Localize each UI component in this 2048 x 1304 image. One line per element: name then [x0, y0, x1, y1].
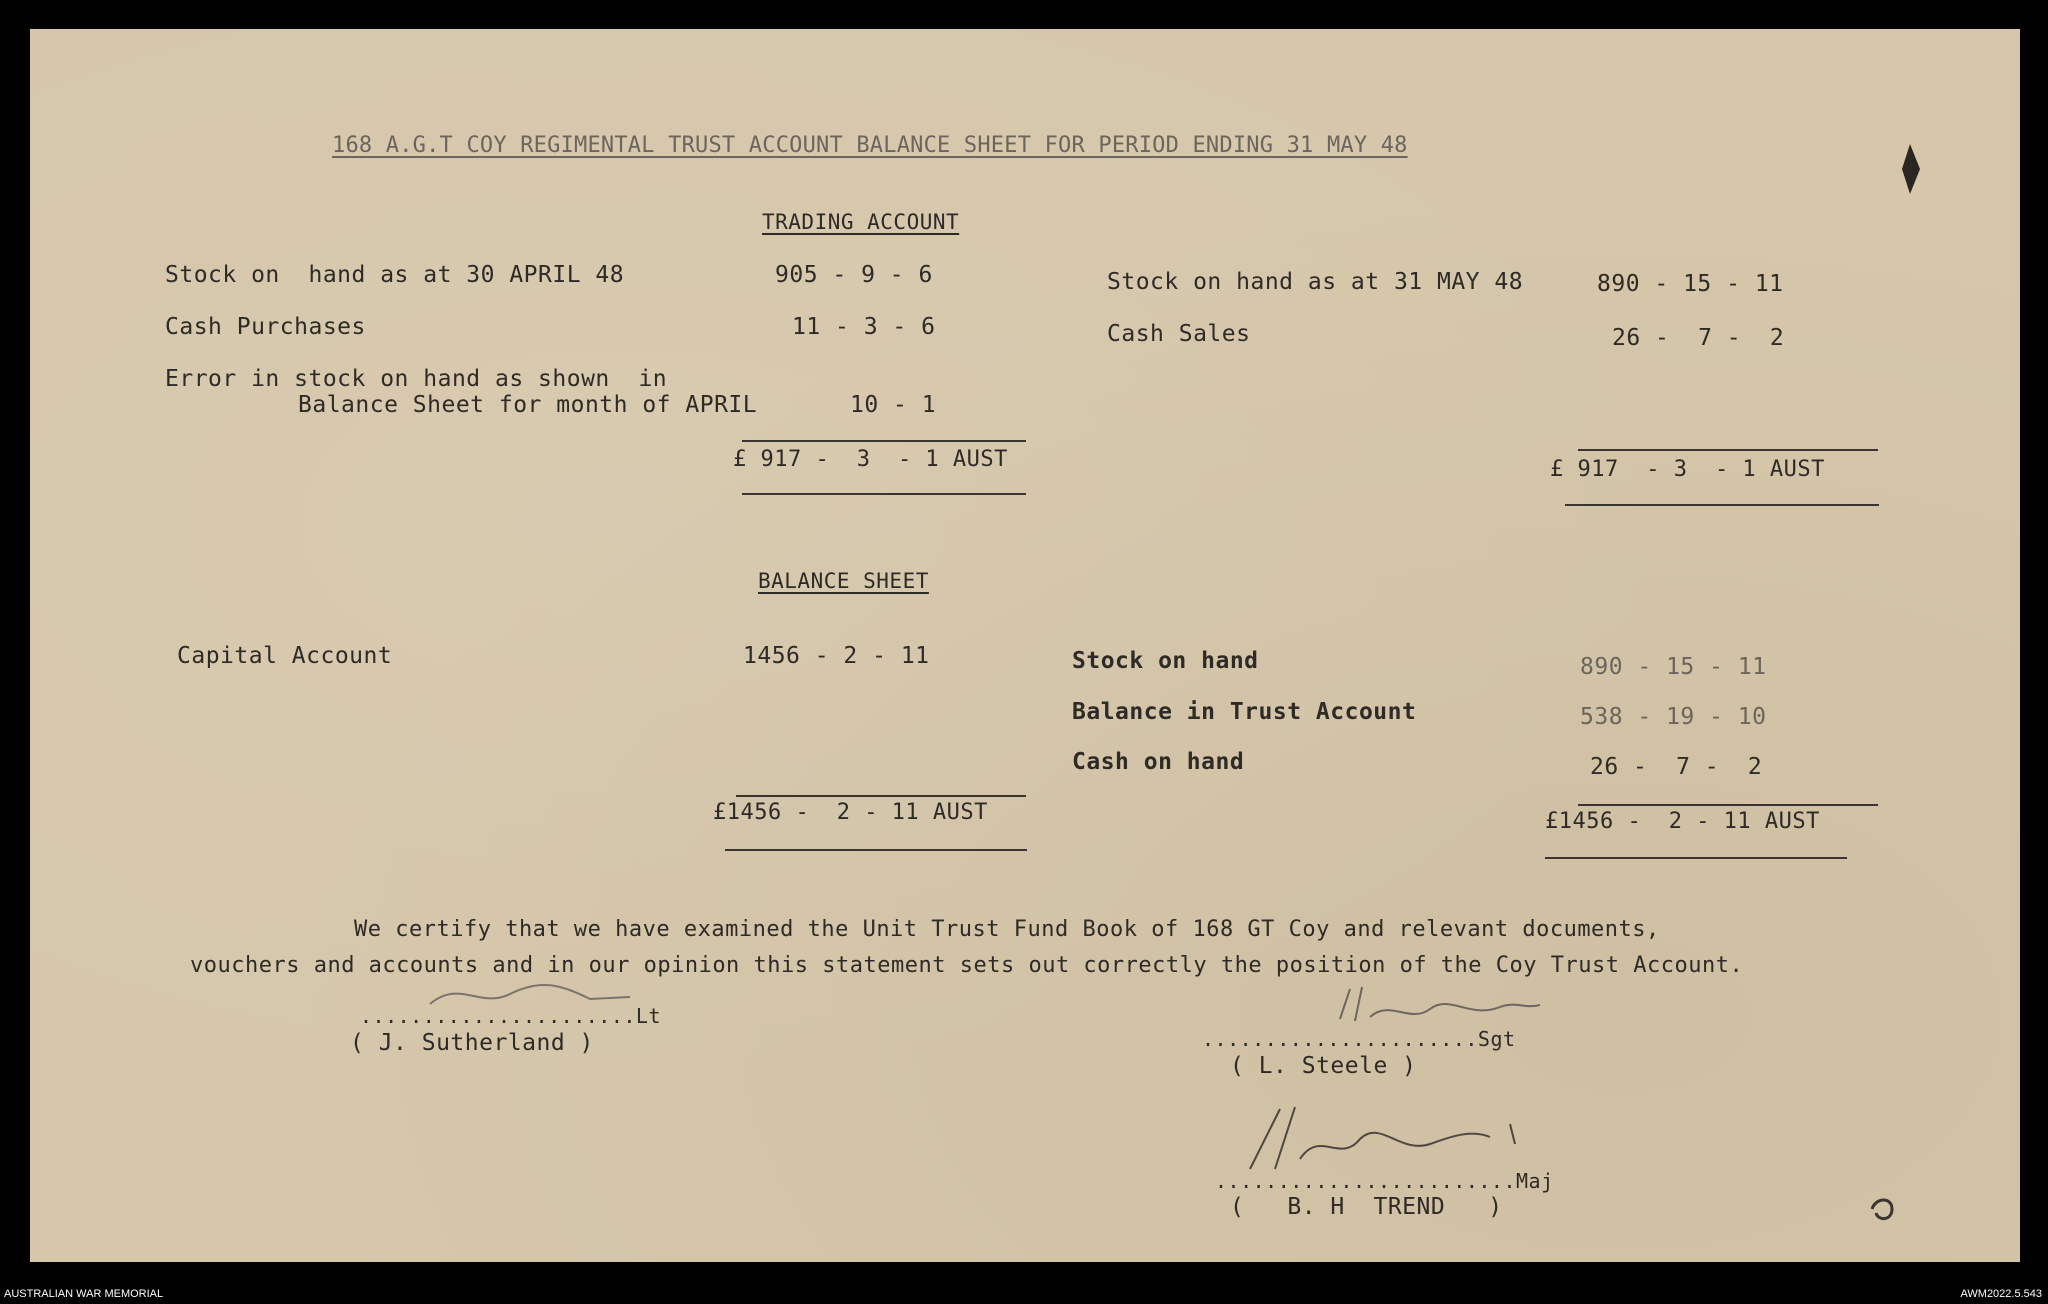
footer-accession: AWM2022.5.543: [1960, 1288, 2042, 1300]
trading-right-total-top-rule: [1578, 449, 1878, 451]
trading-right-total: £ 917 - 3 - 1 AUST: [1550, 457, 1825, 482]
balance-right-total-top-rule: [1578, 804, 1878, 806]
balance-sheet-heading: BALANCE SHEET: [758, 569, 929, 593]
signatory-3-dots: ........................Maj: [1215, 1169, 1554, 1193]
signatory-2-dots: ......................Sgt: [1202, 1027, 1516, 1051]
trading-left-label-4: Balance Sheet for month of APRIL: [298, 392, 758, 418]
signatory-1-dots: ......................Lt: [360, 1004, 661, 1028]
tick-mark: [1864, 1189, 1904, 1229]
trading-left-value-1: 905 - 9 - 6: [775, 262, 933, 288]
balance-left-total-top-rule: [736, 795, 1026, 797]
balance-left-value-1: 1456 - 2 - 11: [743, 643, 930, 669]
balance-right-total-bottom-rule: [1545, 857, 1847, 859]
balance-right-value-1: 890 - 15 - 11: [1580, 654, 1767, 680]
document-page: [30, 29, 2020, 1262]
trading-left-value-4: 10 - 1: [850, 392, 937, 418]
footer-source: AUSTRALIAN WAR MEMORIAL: [4, 1288, 164, 1300]
trading-right-value-2: 26 - 7 - 2: [1612, 325, 1785, 351]
certification-line-2: vouchers and accounts and in our opinion this statement sets out correctly the position of the Coy Trust Account.: [190, 953, 1744, 978]
document-title: 168 A.G.T COY REGIMENTAL TRUST ACCOUNT BALANCE SHEET FOR PERIOD ENDING 31 MAY 48: [332, 133, 1408, 158]
footer-bar: [0, 1284, 2048, 1304]
balance-left-label-1: Capital Account: [177, 643, 393, 669]
balance-right-label-1: Stock on hand: [1072, 648, 1259, 674]
trading-left-label-3: Error in stock on hand as shown in: [165, 366, 668, 392]
trading-right-total-bottom-rule: [1565, 504, 1879, 506]
hole-punch-mark: [1890, 139, 1930, 199]
balance-right-value-3: 26 - 7 - 2: [1590, 754, 1763, 780]
balance-right-label-3: Cash on hand: [1072, 749, 1245, 775]
trading-left-value-2: 11 - 3 - 6: [792, 314, 936, 340]
trading-right-value-1: 890 - 15 - 11: [1597, 271, 1784, 297]
signatory-3-name: ( B. H TREND ): [1230, 1194, 1503, 1220]
trading-left-label-2: Cash Purchases: [165, 314, 366, 340]
certification-line-1: We certify that we have examined the Unit Trust Fund Book of 168 GT Coy and relevant documents,: [354, 917, 1660, 942]
trading-left-total-top-rule: [742, 440, 1026, 442]
signatory-1-name: ( J. Sutherland ): [350, 1030, 594, 1056]
signatory-2-name: ( L. Steele ): [1230, 1053, 1417, 1079]
trading-left-label-1: Stock on hand as at 30 APRIL 48: [165, 262, 625, 288]
trading-right-label-1: Stock on hand as at 31 MAY 48: [1107, 269, 1524, 295]
trading-right-label-2: Cash Sales: [1107, 321, 1251, 347]
trading-account-heading: TRADING ACCOUNT: [762, 210, 960, 234]
balance-right-label-2: Balance in Trust Account: [1072, 699, 1417, 725]
balance-left-total-bottom-rule: [725, 849, 1027, 851]
trading-left-total-bottom-rule: [742, 493, 1026, 495]
balance-right-total: £1456 - 2 - 11 AUST: [1545, 809, 1820, 834]
balance-left-total: £1456 - 2 - 11 AUST: [713, 800, 988, 825]
trading-left-total: £ 917 - 3 - 1 AUST: [733, 447, 1008, 472]
balance-right-value-2: 538 - 19 - 10: [1580, 704, 1767, 730]
signature-trend: [1240, 1099, 1540, 1179]
